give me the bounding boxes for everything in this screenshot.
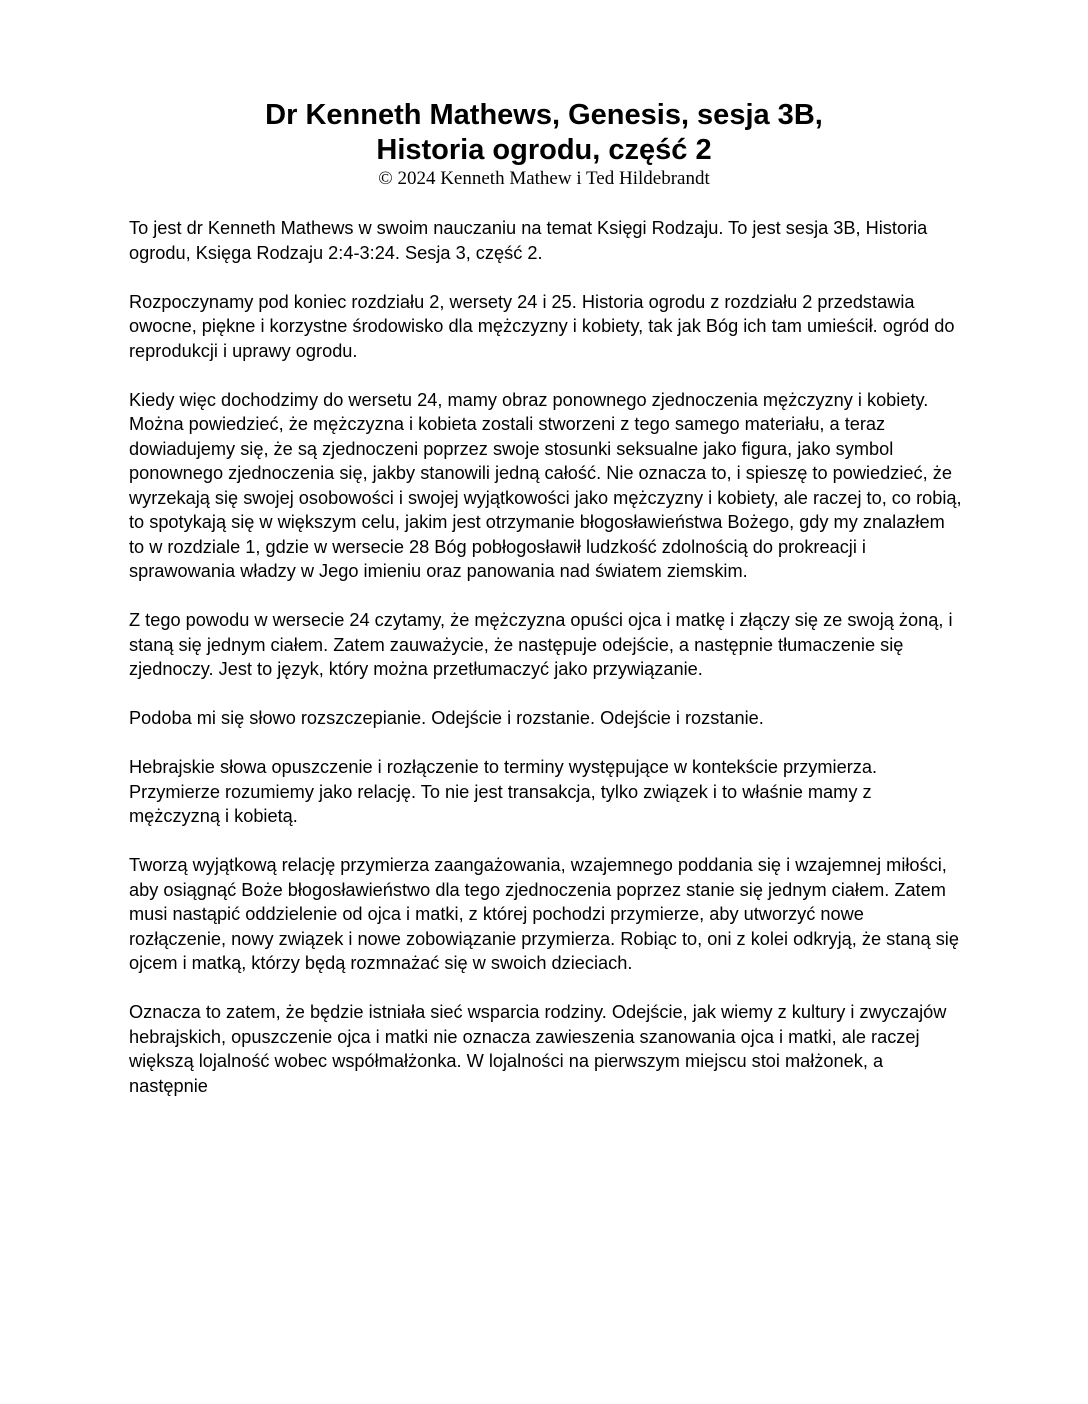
paragraph-8: Oznacza to zatem, że będzie istniała sieć wsparcia rodziny. Odejście, jak wiemy z kultury i zwyczajów hebrajskich, opuszczenie ojca i matki nie oznacza zawieszenia szanowania ojca i matki, ale raczej większą lojalność wobec współmałżonka. W lojalności na pierwszym miejscu stoi małżonek, a następnie bbox=[129, 1002, 947, 1096]
document-body bbox=[129, 216, 964, 1123]
paragraph-4: Z tego powodu w wersecie 24 czytamy, że mężczyzna opuści ojca i matkę i złączy się ze swoją żoną, i staną się jednym ciałem. Zatem zauważycie, że następuje odejście, a następnie tłumaczenie się zjednoczy. Jest to język, który można przetłumaczyć jako przywiązanie. bbox=[129, 610, 953, 679]
paragraph-1: To jest dr Kenneth Mathews w swoim nauczaniu na temat Księgi Rodzaju. To jest sesja 3B, Historia ogrodu, Księga Rodzaju 2:4-3:24. Sesja 3, część 2. bbox=[129, 218, 928, 263]
document-title-line-1: Dr Kenneth Mathews, Genesis, sesja 3B, bbox=[265, 99, 823, 131]
paragraph-7: Tworzą wyjątkową relację przymierza zaangażowania, wzajemnego poddania się i wzajemnej miłości, aby osiągnąć Boże błogosławieństwo dla tego zjednoczenia poprzez stanie się jednym ciałem. Zatem musi nastąpić oddzielenie od ojca i matki, z której pochodzi przymierze, aby utworzyć nowe rozłączenie, nowy związek i nowe zobowiązanie przymierza. Robiąc to, oni z kolei odkryją, że staną się ojcem i matką, którzy będą rozmnażać się w swoich dzieciach. bbox=[129, 855, 959, 973]
paragraph-6: Hebrajskie słowa opuszczenie i rozłączenie to terminy występujące w kontekście przymierza. Przymierze rozumiemy jako relację. To nie jest transakcja, tylko związek i to właśnie mamy z mężczyzną i kobietą. bbox=[129, 757, 878, 826]
paragraph-2: Rozpoczynamy pod koniec rozdziału 2, wersety 24 i 25. Historia ogrodu z rozdziału 2 przedstawia owocne, piękne i korzystne środowisko dla mężczyzny i kobiety, tak jak Bóg ich tam umieścił. ogród do reprodukcji i uprawy ogrodu. bbox=[129, 291, 955, 361]
paragraph-5: Podoba mi się słowo rozszczepianie. Odejście i rozstanie. Odejście i rozstanie. bbox=[129, 708, 764, 728]
document-title-line-2: Historia ogrodu, część 2 bbox=[376, 134, 712, 166]
paragraph-3: Kiedy więc dochodzimy do wersetu 24, mamy obraz ponownego zjednoczenia mężczyzny i kobiety. Można powiedzieć, że mężczyzna i kobieta zostali stworzeni z tego samego materiału, a teraz dowiadujemy się, że są zjednoczeni poprzez swoje stosunki seksualne jako figura, jako symbol ponownego zjednoczenia się, jakby stanowili jedną całość. Nie oznacza to, i spieszę to powiedzieć, że wyrzekają się swojej osobowości i swojej wyjątkowości jako mężczyzny i kobiety, ale raczej to, co robią, to spotykają się w większym celu, jakim jest otrzymanie błogosławieństwa Bożego, gdy my znalazłem to w rozdziale 1, gdzie w wersecie 28 Bóg pobłogosławił ludzkość zdolnością do prokreacji i sprawowania władzy w Jego imieniu oraz panowania nad światem ziemskim. bbox=[129, 389, 962, 581]
copyright-notice: © 2024 Kenneth Mathew i Ted Hildebrandt bbox=[378, 168, 710, 189]
